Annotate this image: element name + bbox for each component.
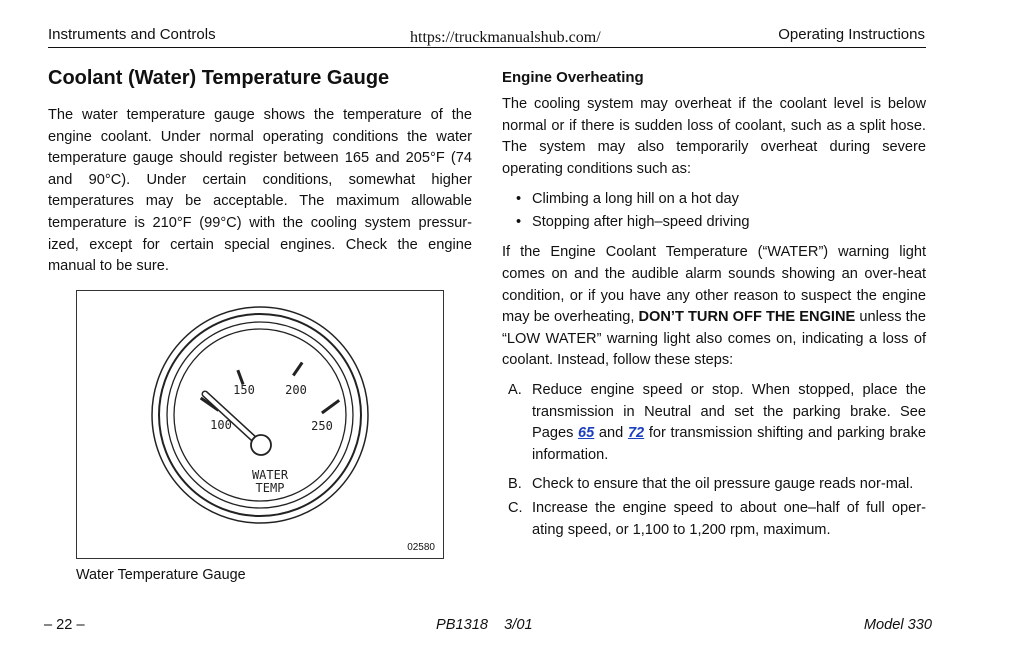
dial-label-100: 100 <box>210 418 232 432</box>
list-item: • Stopping after high–speed driving <box>502 211 926 234</box>
page-number: – 22 – <box>44 617 85 633</box>
document-code: PB1318 3/01 <box>436 617 533 633</box>
step-b: B. Check to ensure that the oil pressure gauge reads nor-mal. <box>508 476 914 493</box>
intro-paragraph: The water temperature gauge shows the temperature of the engine coolant. Under normal operating conditions the water temperature gauge should register between 165 and 205°F (74 and 90°C). Under certain conditions, somewhat higher temperatures may be acceptable. The maximum allowable temperature is 210°F (99°C) with the cooling system pressur-ized, except for certain special engines. Check the engine manual to be sure. <box>48 107 472 275</box>
step-a: A. Reduce engine speed or stop. When stopped, place the transmission in Neutral and set the parking brake. See Pages 65 and 72 for transmission shifting and parking brake information. <box>508 381 926 463</box>
figure-code: 02580 <box>407 542 435 553</box>
header-section-title: Instruments and Controls <box>48 26 216 43</box>
page-link-72[interactable]: 72 <box>627 425 645 442</box>
overheat-paragraph: The cooling system may overheat if the coolant level is below normal or if there is sudden loss of coolant, such as a split hose. The system may also temporarily overheat during severe operating conditions such as: <box>502 96 926 177</box>
right-column <box>502 68 926 541</box>
step-c: C. Increase the engine speed to about one–half of full oper-ating speed, or 1,100 to 1,200 rpm, maximum. <box>508 499 926 538</box>
list-item: • Climbing a long hill on a hot day <box>502 188 926 211</box>
header-chapter-title: Operating Instructions <box>778 26 925 43</box>
warning-paragraph: If the Engine Coolant Temperature (“WATER”) warning light comes on and the audible alarm sounds showing an over-heat condition, or if you have any other reason to suspect the engine may be overheating, DON’T TURN OFF THE ENGINE unless the “LOW WATER” warning light also comes on, indicating a loss of coolant. Instead, follow these steps: <box>502 244 926 369</box>
dial-label-150: 150 <box>233 383 255 397</box>
dial-label-250: 250 <box>311 419 333 433</box>
gauge-label-temp: TEMP <box>255 481 285 495</box>
subsection-heading: Engine Overheating <box>502 69 644 86</box>
section-title: Coolant (Water) Temperature Gauge <box>48 67 390 89</box>
model-name: Model 330 <box>863 617 932 633</box>
header-rule <box>48 47 926 48</box>
conditions-list <box>502 188 926 234</box>
page-link-65[interactable]: 65 <box>578 425 595 442</box>
water-temp-gauge-illustration <box>77 291 443 558</box>
figure-caption: Water Temperature Gauge <box>76 567 246 583</box>
warning-emphasis: DON’T TURN OFF THE ENGINE <box>638 309 856 326</box>
header-url: https://truckmanualshub.com/ <box>410 29 601 46</box>
dial-label-200: 200 <box>285 383 307 397</box>
gauge-figure <box>76 290 444 559</box>
gauge-label-water: WATER <box>251 468 289 482</box>
